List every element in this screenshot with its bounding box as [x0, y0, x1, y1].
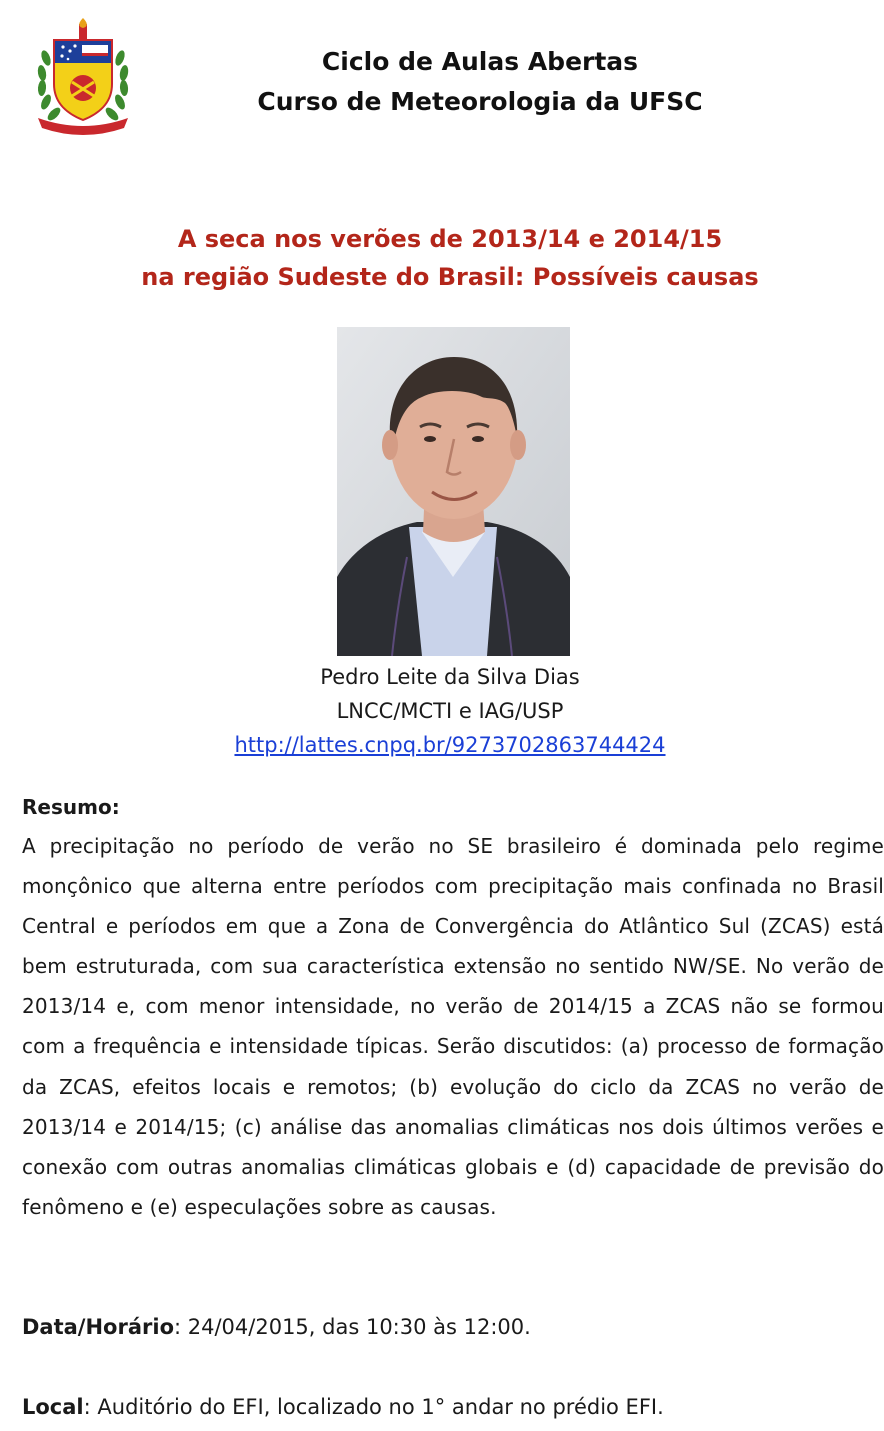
course-title: Curso de Meteorologia da UFSC	[257, 87, 703, 116]
event-header	[200, 42, 760, 122]
talk-title-line-2: na região Sudeste do Brasil: Possíveis causas	[141, 263, 759, 291]
event-series-title: Ciclo de Aulas Abertas	[321, 47, 639, 76]
ufsc-coat-of-arms-icon	[32, 18, 134, 136]
date-time-line	[22, 1312, 531, 1342]
speaker-name: Pedro Leite da Silva Dias	[320, 665, 580, 689]
abstract-text: A precipitação no período de verão no SE brasileiro é dominada pelo regime monçônico que alterna entre períodos com precipitação mais confinada no Brasil Central e períodos em que a Zona de Convergência do Atlântico Sul (ZCAS) está bem estruturada, com sua característica extensão no sentido NW/SE. No verão de 2013/14 e, com menor intensidade, no verão de 2014/15 a ZCAS não se formou com a frequência e intensidade típicas. Serão discutidos: (a) processo de formação da ZCAS, efeitos locais e remotos; (b) evolução do ciclo da ZCAS no verão de 2013/14 e 2014/15; (c) análise das anomalias climáticas nos dois últimos verões e conexão com outras anomalias climáticas globais e (d) capacidade de previsão do fenômeno e (e) especulações sobre as causas.	[22, 834, 884, 1219]
location-line	[22, 1392, 664, 1422]
speaker-affiliation: LNCC/MCTI e IAG/USP	[336, 699, 564, 723]
date-time-label: Data/Horário	[22, 1315, 174, 1339]
location-label: Local	[22, 1395, 84, 1419]
speaker-info	[150, 660, 750, 762]
abstract-heading: Resumo:	[22, 795, 120, 819]
location-value: : Auditório do EFI, localizado no 1° andar no prédio EFI.	[83, 1395, 664, 1419]
speaker-lattes-link[interactable]: http://lattes.cnpq.br/9273702863744424	[234, 733, 666, 757]
speaker-portrait-icon	[337, 327, 570, 656]
talk-title	[100, 220, 800, 296]
date-time-value: : 24/04/2015, das 10:30 às 12:00.	[174, 1315, 531, 1339]
talk-title-line-1: A seca nos verões de 2013/14 e 2014/15	[177, 225, 723, 253]
